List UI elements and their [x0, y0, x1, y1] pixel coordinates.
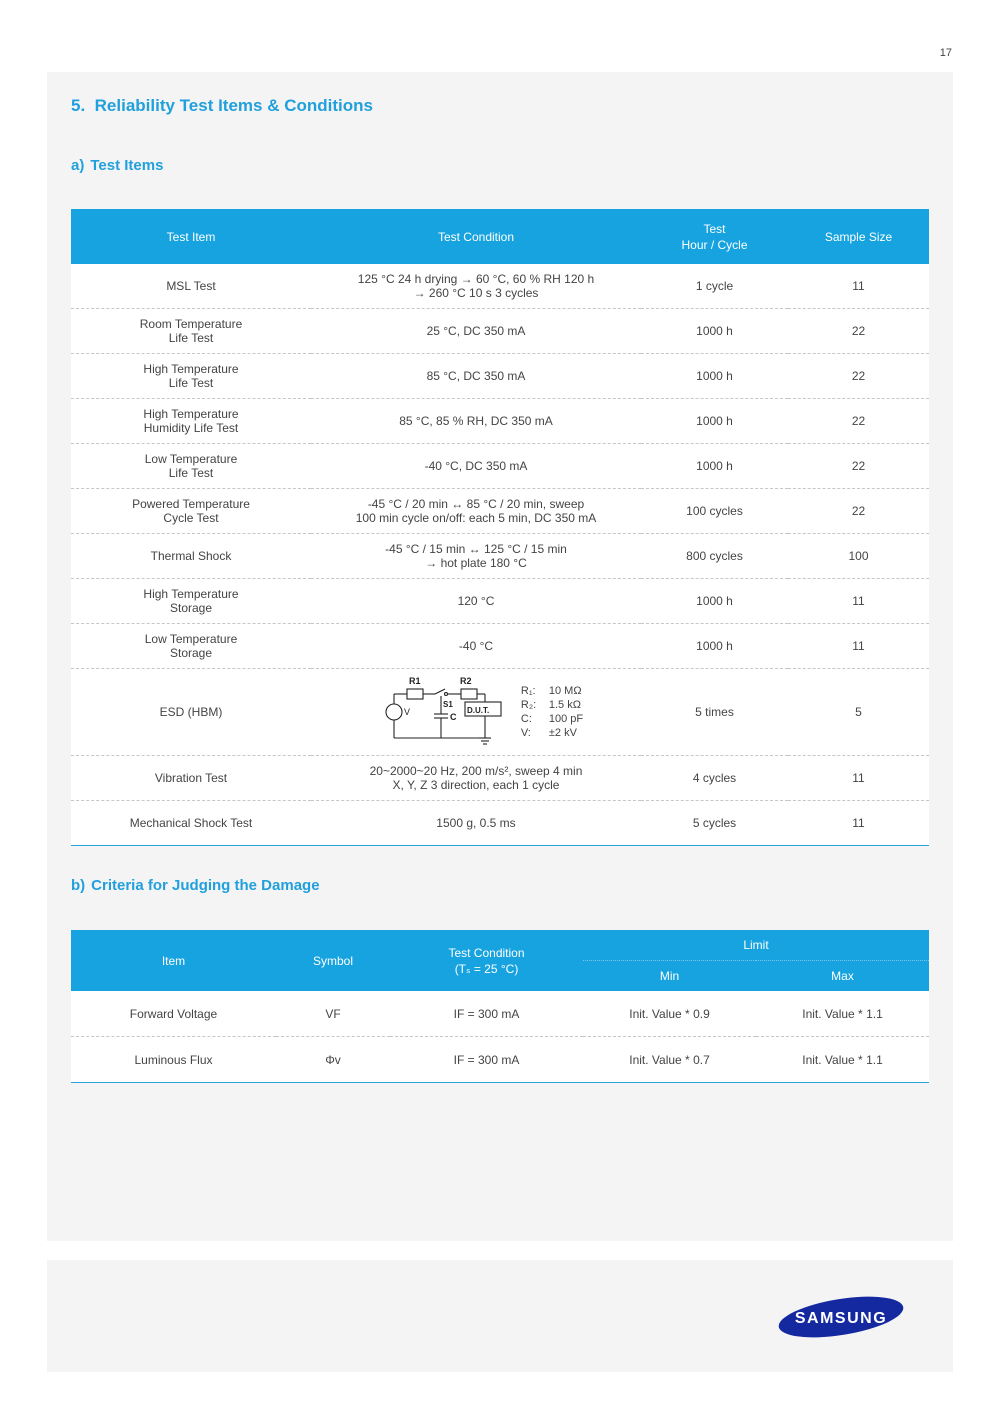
header-max: Max — [756, 961, 929, 992]
criteria-cond-cell: IF = 300 mA — [390, 991, 583, 1037]
sample-size-cell: 22 — [788, 354, 929, 399]
test-item-cell: Mechanical Shock Test — [71, 801, 311, 846]
test-items-table — [71, 209, 929, 846]
test-condition-cell: 125 °C 24 h drying → 60 °C, 60 % RH 120 h → 260 °C 10 s 3 cycles — [311, 264, 641, 309]
esd-param-v: V: ±2 kV — [520, 727, 577, 739]
test-condition-cell: 85 °C, 85 % RH, DC 350 mA — [311, 399, 641, 444]
sample-size-cell: 100 — [788, 534, 929, 579]
criteria-cond-cell: IF = 300 mA — [390, 1037, 583, 1083]
table-row — [71, 756, 929, 801]
header-test-condition: Test Condition — [311, 209, 641, 264]
section-number: 5. — [71, 96, 86, 115]
hour-cycle-cell: 4 cycles — [641, 756, 788, 801]
table-row — [71, 624, 929, 669]
circuit-label-r2: R2 — [459, 676, 472, 686]
hour-cycle-cell: 1000 h — [641, 444, 788, 489]
hour-cycle-cell: 1000 h — [641, 309, 788, 354]
sample-size-cell: 11 — [788, 264, 929, 309]
header-min: Min — [583, 961, 756, 992]
table-row — [71, 579, 929, 624]
test-condition-cell: 85 °C, DC 350 mA — [311, 354, 641, 399]
header-limit: Limit — [583, 930, 929, 961]
esd-condition — [311, 669, 641, 756]
hour-cycle-cell: 1000 h — [641, 579, 788, 624]
hour-cycle-cell: 1000 h — [641, 399, 788, 444]
test-item-cell: High Temperature Humidity Life Test — [71, 399, 311, 444]
criteria-header-row — [71, 930, 929, 961]
sample-size-cell: 11 — [788, 756, 929, 801]
test-item-cell: High Temperature Life Test — [71, 354, 311, 399]
criteria-row — [71, 1037, 929, 1083]
sample-size-cell: 22 — [788, 444, 929, 489]
criteria-min-cell: Init. Value * 0.9 — [583, 991, 756, 1037]
criteria-max-cell: Init. Value * 1.1 — [756, 991, 929, 1037]
table-row — [71, 801, 929, 846]
table-row — [71, 309, 929, 354]
test-item-cell: High Temperature Storage — [71, 579, 311, 624]
section-title-text: Reliability Test Items & Conditions — [94, 96, 373, 115]
hour-cycle-cell: 100 cycles — [641, 489, 788, 534]
esd-hour: 5 times — [641, 669, 788, 756]
section-title — [71, 96, 373, 116]
table-row — [71, 399, 929, 444]
circuit-label-dut: D.U.T. — [466, 706, 490, 715]
criteria-max-cell: Init. Value * 1.1 — [756, 1037, 929, 1083]
test-condition-cell: -45 °C / 15 min ↔ 125 °C / 15 min → hot plate 180 °C — [311, 534, 641, 579]
circuit-label-c: C — [449, 712, 457, 722]
test-item-cell: Low Temperature Storage — [71, 624, 311, 669]
sample-size-cell: 11 — [788, 579, 929, 624]
sample-size-cell: 11 — [788, 624, 929, 669]
table-row — [71, 489, 929, 534]
criteria-label: b) — [71, 877, 86, 894]
sample-size-cell: 22 — [788, 309, 929, 354]
hour-cycle-cell: 1000 h — [641, 354, 788, 399]
header-item: Item — [71, 930, 276, 991]
hour-cycle-cell: 1 cycle — [641, 264, 788, 309]
hour-cycle-cell: 800 cycles — [641, 534, 788, 579]
criteria-item-cell: Luminous Flux — [71, 1037, 276, 1083]
test-items-title-text: Test Items — [90, 157, 164, 174]
test-condition-cell: 1500 g, 0.5 ms — [311, 801, 641, 846]
table-row-esd — [71, 669, 929, 756]
esd-parameters — [521, 684, 583, 740]
header-sample-size: Sample Size — [788, 209, 929, 264]
test-item-cell: Thermal Shock — [71, 534, 311, 579]
header-test-item: Test Item — [71, 209, 311, 264]
table-header-row — [71, 209, 929, 264]
sample-size-cell: 22 — [788, 399, 929, 444]
test-condition-cell: -40 °C, DC 350 mA — [311, 444, 641, 489]
samsung-logo-text: SAMSUNG — [794, 1310, 888, 1327]
esd-param-r1: R₁: 10 MΩ — [520, 685, 582, 697]
header-hour-cycle: Test Hour / Cycle — [641, 209, 788, 264]
table-row — [71, 444, 929, 489]
hour-cycle-cell: 5 cycles — [641, 801, 788, 846]
table-row — [71, 534, 929, 579]
criteria-title — [71, 877, 320, 894]
criteria-table — [71, 930, 929, 1083]
test-condition-cell: 20~2000~20 Hz, 200 m/s², sweep 4 min X, Y, Z 3 direction, each 1 cycle — [311, 756, 641, 801]
criteria-row — [71, 991, 929, 1037]
test-condition-cell: 25 °C, DC 350 mA — [311, 309, 641, 354]
header-symbol: Symbol — [276, 930, 390, 991]
test-item-cell: Low Temperature Life Test — [71, 444, 311, 489]
hour-cycle-cell: 1000 h — [641, 624, 788, 669]
esd-item: ESD (HBM) — [71, 669, 311, 756]
page-number: 17 — [939, 47, 952, 59]
test-item-cell: MSL Test — [71, 264, 311, 309]
table-row — [71, 354, 929, 399]
test-items-label: a) — [71, 157, 85, 174]
test-condition-cell: -40 °C — [311, 624, 641, 669]
test-item-cell: Powered Temperature Cycle Test — [71, 489, 311, 534]
test-item-cell: Vibration Test — [71, 756, 311, 801]
test-items-title — [71, 157, 163, 174]
sample-size-cell: 11 — [788, 801, 929, 846]
circuit-label-v: V — [403, 707, 410, 717]
criteria-min-cell: Init. Value * 0.7 — [583, 1037, 756, 1083]
test-condition-cell: 120 °C — [311, 579, 641, 624]
table-row — [71, 264, 929, 309]
esd-circuit-diagram — [369, 672, 517, 752]
esd-sample: 5 — [788, 669, 929, 756]
esd-param-r2: R₂: 1.5 kΩ — [520, 699, 581, 711]
circuit-label-r1: R1 — [408, 676, 421, 686]
criteria-title-text: Criteria for Judging the Damage — [91, 877, 320, 894]
circuit-label-s1: S1 — [442, 700, 453, 709]
esd-param-c: C: 100 pF — [520, 713, 584, 725]
criteria-symbol-cell: Φv — [276, 1037, 390, 1083]
test-condition-cell: -45 °C / 20 min ↔ 85 °C / 20 min, sweep 100 min cycle on/off: each 5 min, DC 350 mA — [311, 489, 641, 534]
criteria-item-cell: Forward Voltage — [71, 991, 276, 1037]
samsung-logo — [776, 1295, 906, 1339]
test-item-cell: Room Temperature Life Test — [71, 309, 311, 354]
header-condition: Test Condition (Tₛ = 25 °C) — [390, 930, 583, 991]
sample-size-cell: 22 — [788, 489, 929, 534]
criteria-symbol-cell: VF — [276, 991, 390, 1037]
